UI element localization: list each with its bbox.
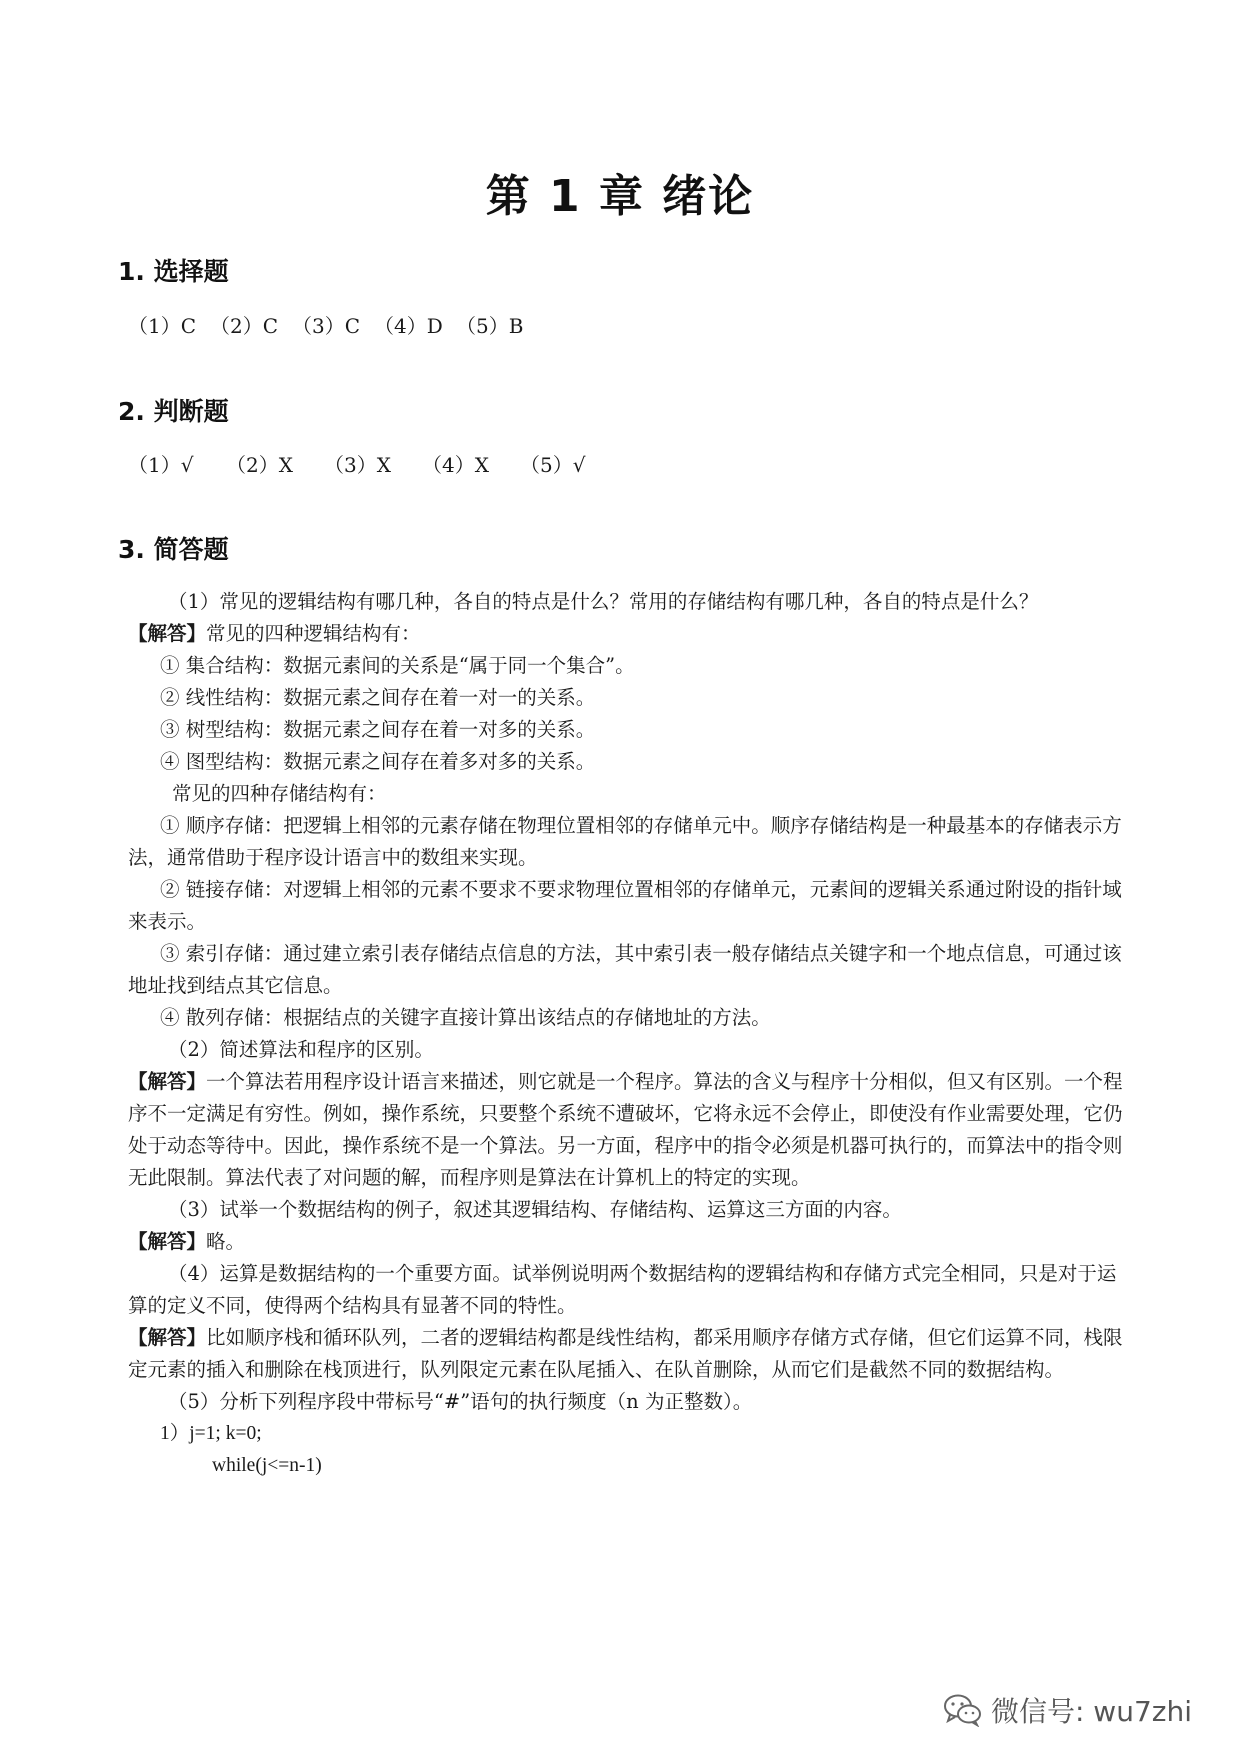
answer-3: 【解答】略。 <box>128 1230 246 1253</box>
judge-answer: （4）X <box>422 453 489 477</box>
watermark-text: 微信号: wu7zhi <box>990 1695 1192 1728</box>
question-2: （2）简述算法和程序的区别。 <box>168 1038 434 1061</box>
section-choice-heading: 1. 选择题 <box>118 257 229 286</box>
logic-item: ③ 树型结构：数据元素之间存在着一对多的关系。 <box>160 718 596 741</box>
section-judge-heading: 2. 判断题 <box>118 397 229 426</box>
logic-item: ④ 图型结构：数据元素之间存在着多对多的关系。 <box>160 750 596 773</box>
storage-item: ④ 散列存储：根据结点的关键字直接计算出该结点的存储地址的方法。 <box>160 1006 771 1029</box>
choice-answer: （1）C <box>128 314 197 338</box>
answer-label: 【解答】 <box>128 1326 207 1349</box>
question-5: （5）分析下列程序段中带标号“#”语句的执行频度（n 为正整数）。 <box>168 1390 753 1413</box>
choice-answer: （2）C <box>210 314 279 338</box>
judge-answer: （1）√ <box>128 453 194 477</box>
storage-item: ③ 索引存储：通过建立索引表存储结点信息的方法，其中索引表一般存储结点关键字和一个地点信息，可通过该地址找到结点其它信息。 <box>128 942 1122 997</box>
judge-answers <box>128 449 618 478</box>
choice-answer: （5）B <box>456 314 524 338</box>
choice-answer: （4）D <box>374 314 443 338</box>
storage-item: ② 链接存储：对逻辑上相邻的元素不要求不要求物理位置相邻的存储单元，元素间的逻辑关系通过附设的指针域来表示。 <box>128 878 1122 933</box>
answer-label: 【解答】 <box>128 622 207 645</box>
judge-answer: （2）X <box>226 453 293 477</box>
answer-label: 【解答】 <box>128 1070 207 1093</box>
code-line: while(j<=n-1) <box>212 1455 322 1476</box>
choice-answer: （3）C <box>292 314 361 338</box>
answer-1-intro: 【解答】常见的四种逻辑结构有： <box>128 622 421 645</box>
logic-item: ② 线性结构：数据元素之间存在着一对一的关系。 <box>160 686 596 709</box>
short-answer-body <box>128 586 1128 1482</box>
judge-answer: （5）√ <box>520 453 586 477</box>
answer-4: 【解答】比如顺序栈和循环队列，二者的逻辑结构都是线性结构，都采用顺序存储方式存储，但它们运算不同，栈限定元素的插入和删除在栈顶进行，队列限定元素在队尾插入、在队首删除，从而它们是截然不同的数据结构。 <box>128 1326 1123 1381</box>
section-short-answer-heading: 3. 简答题 <box>118 535 229 564</box>
question-1: （1）常见的逻辑结构有哪几种，各自的特点是什么？常用的存储结构有哪几种，各自的特点是什么？ <box>168 590 1039 613</box>
question-4: （4）运算是数据结构的一个重要方面。试举例说明两个数据结构的逻辑结构和存储方式完全相同，只是对于运算的定义不同，使得两个结构具有显著不同的特性。 <box>128 1262 1117 1317</box>
logic-item: ① 集合结构：数据元素间的关系是“属于同一个集合”。 <box>160 654 635 677</box>
judge-answer: （3）X <box>324 453 391 477</box>
storage-item: ① 顺序存储：把逻辑上相邻的元素存储在物理位置相邻的存储单元中。顺序存储结构是一种最基本的存储表示方法，通常借助于程序设计语言中的数组来实现。 <box>128 814 1122 869</box>
answer-2: 【解答】一个算法若用程序设计语言来描述，则它就是一个程序。算法的含义与程序十分相似，但又有区别。一个程序不一定满足有穷性。例如，操作系统，只要整个系统不遭破坏，它将永远不会停止，即使没有作业需要处理，它仍处于动态等待中。因此，操作系统不是一个算法。另一方面，程序中的指令必须是机器可执行的，而算法中的指令则无此限制。算法代表了对问题的解，而程序则是算法在计算机上的特定的实现。 <box>128 1070 1123 1189</box>
choice-answers <box>128 310 538 339</box>
storage-intro: 常见的四种存储结构有： <box>172 782 387 805</box>
answer-label: 【解答】 <box>128 1230 207 1253</box>
question-3: （3）试举一个数据结构的例子，叙述其逻辑结构、存储结构、运算这三方面的内容。 <box>168 1198 902 1221</box>
wechat-icon <box>943 1693 983 1727</box>
code-line: 1）j=1; k=0; <box>160 1423 262 1444</box>
chapter-title: 第 1 章 绪论 <box>485 171 755 222</box>
watermark <box>943 1690 1192 1730</box>
